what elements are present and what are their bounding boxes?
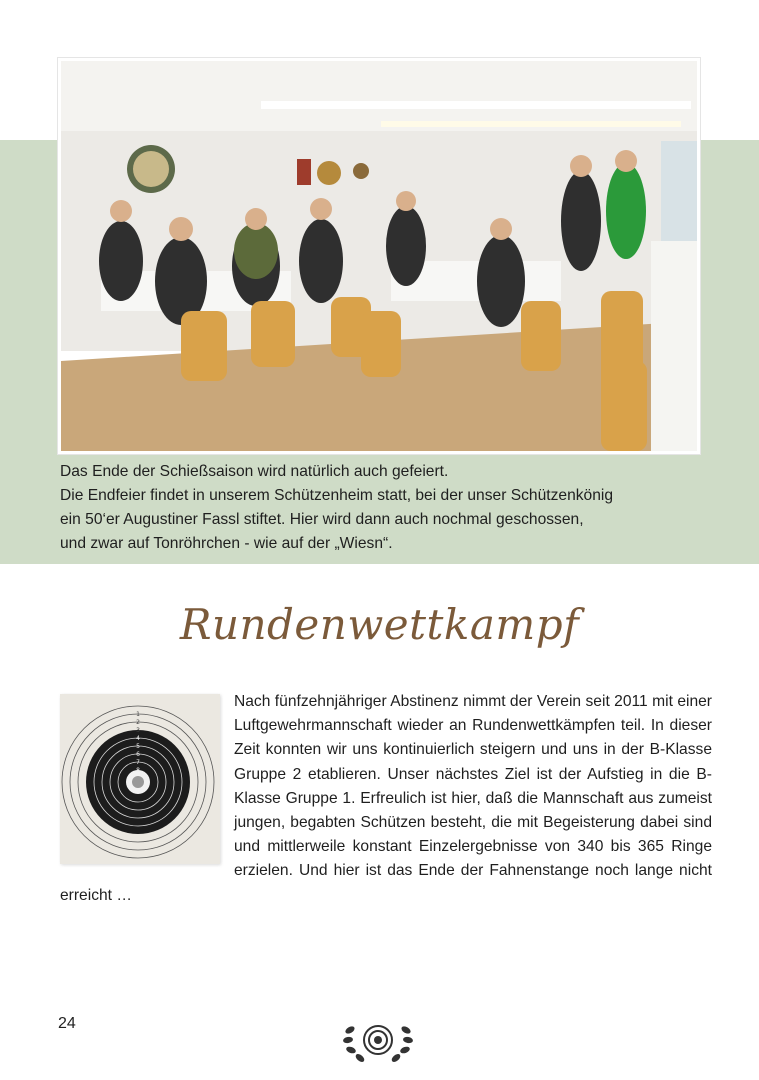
caption-line: Die Endfeier findet in unserem Schützenheim statt, bei der unser Schützenkönig [60,487,614,504]
ring-number-label: 8 [136,767,140,774]
ring-number-label: 2 [136,719,140,726]
ring-number-label: 1 [136,711,140,718]
club-celebration-photo [58,58,700,454]
section-body-text: Nach fünfzehnjähriger Abstinenz nimmt der Verein seit 2011 mit einer Luftgewehrmannschaft wieder an Rundenwettkämpfen teil. In dieser Zeit konnten wir uns kontinuierlich steigern und uns in der B-Klasse Gruppe 2 etablieren. Unser nächstes Ziel ist der Aufstieg in die B-Klasse Gruppe 1. Erfreulich ist hier, daß die Mannschaft aus zumeist jungen, begabten Schützen besteht, die mit Begeisterung dabei sind und mittlerweile konstant Einzelergebnisse von 340 bis 365 Ringe erzielen. Und hier ist das Ende der Fahnenstange noch lange nicht erreicht … [60,693,712,904]
caption-line: und zwar auf Tonröhrchen - wie auf der „Wiesn“. [60,535,393,552]
ring-number-label: 5 [136,743,140,750]
section-body [60,690,712,908]
ring-number-label: 4 [136,735,140,742]
caption-line: Das Ende der Schießsaison wird natürlich auch gefeiert. [60,463,449,480]
photo-caption [60,460,720,556]
section-title: Rundenwettkampf [179,600,580,649]
image-text-wrap-spacer [60,690,234,882]
ring-number-label: 3 [136,727,140,734]
caption-line: ein 50‘er Augustiner Fassl stiftet. Hier wird dann auch nochmal geschossen, [60,511,584,528]
page-number: 24 [58,1015,76,1032]
laurel-target-emblem-icon [340,1016,416,1064]
ring-number-label: 6 [136,751,140,758]
ring-number-label: 7 [136,759,140,766]
